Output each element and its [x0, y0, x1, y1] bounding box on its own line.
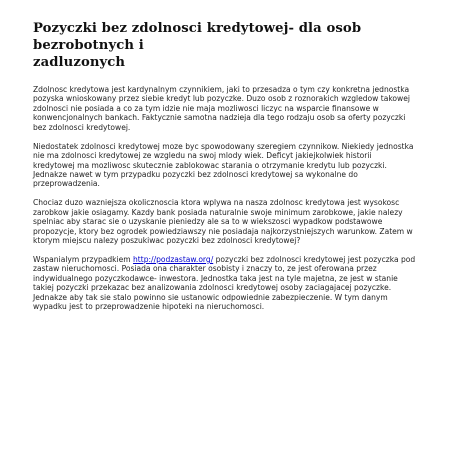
- paragraph-4: [33, 255, 421, 312]
- paragraph-1: [33, 85, 421, 132]
- text-line: Zdolnosc kredytowa jest kardynalnym czynnikiem, jaki to przesadza o tym czy konkretna jednostka: [33, 85, 410, 94]
- text-line: przeprowadzenia.: [33, 179, 100, 189]
- text-line: Chociaz duzo wazniejsza okolicznoscia ktora wplywa na nasza zdolnosc kredytowa jest wysokosc: [33, 198, 400, 208]
- text-fragment: pozyczki bez zdolnosci kredytowej jest pozyczka pod: [213, 254, 416, 264]
- document-page: [33, 20, 421, 321]
- text-line: zarobkow jakie osiagamy. Kazdy bank posiada naturalnie swoje minimum zarobkowe, jakie nalezy: [33, 207, 403, 217]
- text-line: Jednakze aby tak sie stalo powinno sie ustanowic odpowiednie zabezpieczenie. W tym danym: [33, 292, 388, 302]
- text-line: indywidualnego pozyczkodawce- inwestora. Jednostka taka jest na tyle majetna, ze jest w stanie: [33, 273, 398, 283]
- text-line: zastaw nieruchomosci. Posiada ona charakter osobisty i znaczy to, ze jest oferowana przez: [33, 264, 377, 274]
- text-line: kredytowej ma mozliwosc skutecznie zablokowac starania o otrzymanie kredytu lub pozyczki.: [33, 160, 387, 170]
- text-line: bez zdolnosci kredytowej.: [33, 122, 131, 132]
- text-line: Niedostatek zdolnosci kredytowej moze byc spowodowany szeregiem czynnikow. Niekiedy jednostka: [33, 141, 414, 151]
- text-line: spelniac aby starac sie o uzyskanie pieniedzy ale sa to w wiekszosci wypadkow podstawowe: [33, 217, 383, 227]
- title-line: zadluzonych: [33, 55, 126, 70]
- paragraph-3: [33, 198, 421, 245]
- text-line: wypadku jest to przeprowadzenie hipoteki na nieruchomosci.: [33, 302, 265, 312]
- text-line: konwencjonalnych bankach. Faktycznie samotna nadzieja dla tego rodzaju osob sa oferty pozyczki: [33, 113, 406, 123]
- text-line: zdolnosci nie posiada a co za tym idzie nie maja mozliwosci liczyc na wsparcie finansowe w: [33, 103, 379, 113]
- text-line: propozycje, ktory bez ogrodek powiedziawszy nie posiadaja najkorzystniejszych warunkow. Zatem w: [33, 226, 413, 236]
- paragraph-2: [33, 142, 421, 189]
- text-line: Jednakze nawet w tym przypadku pozyczki bez zdolnosci kredytowej sa wykonalne do: [33, 170, 358, 180]
- text-line: [33, 255, 421, 264]
- document-title: [33, 20, 421, 71]
- text-line: ktorym miejscu nalezy poszukiwac pozyczki bez zdolnosci kredytowej?: [33, 236, 301, 246]
- text-line: pozyska wnioskowany przez siebie kredyt lub pozyczke. Duzo osob z roznorakich wzgledow takowej: [33, 94, 410, 104]
- text-fragment: Wspanialym przypadkiem: [33, 254, 134, 264]
- text-line: nie ma zdolnosci kredytowej ze wzgledu na swoj mlody wiek. Deficyt jakiejkolwiek historii: [33, 151, 372, 161]
- text-line: takiej pozyczki przekazac bez analizowania zdolnosci kredytowej osoby zaciagajacej pozyczke.: [33, 283, 392, 293]
- title-line: Pozyczki bez zdolnosci kredytowej- dla osob bezrobotnych i: [33, 21, 362, 53]
- podzastaw-link[interactable]: http://podzastaw.org/: [133, 254, 214, 264]
